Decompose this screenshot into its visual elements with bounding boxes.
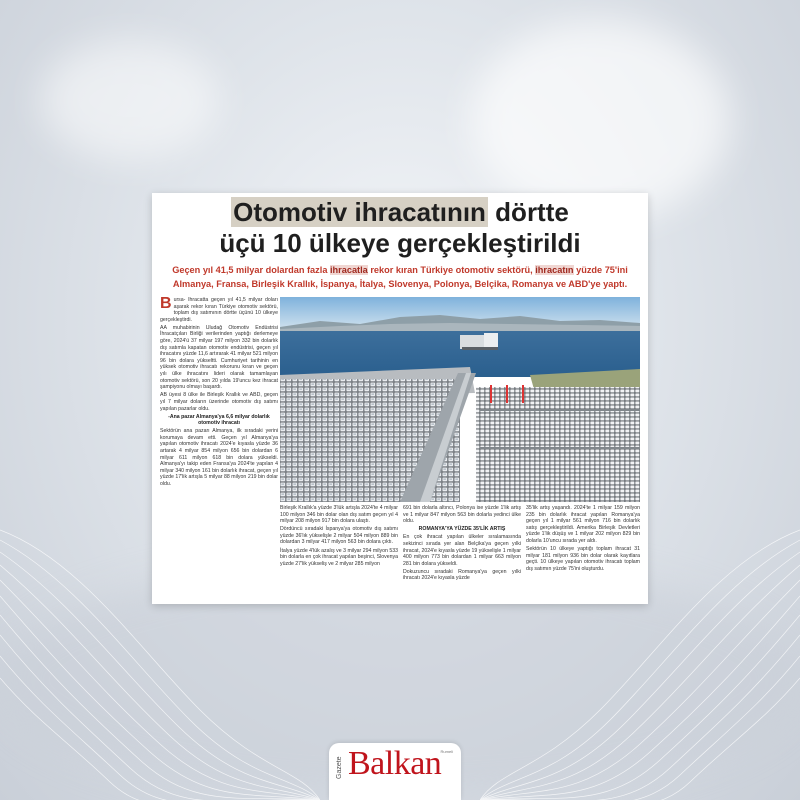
newspaper-clipping [152, 193, 648, 604]
background-glow [40, 40, 220, 160]
article-subheading: Geçen yıl 41,5 milyar dolardan fazla ihracatla rekor kıran Türkiye otomotiv sektörü, ihracatın yüzde 75'ini Almanya, Fransa, Birleşik Krallık, İspanya, İtalya, Slovenya, Polonya, Belçika, Romanya ve ABD'ye yaptı. [172, 265, 628, 289]
section-subtitle: ROMANYA'YA YÜZDE 35'LİK ARTIŞ [418, 526, 506, 533]
background-glow [470, 20, 730, 220]
gazete-balkan-logo [329, 743, 461, 800]
logo-wordmark: Balkan [348, 745, 442, 782]
article-column-3: 691 bin dolarla altıncı, Polonya ise yüzde 1'lik artış ve 1 milyar 847 milyon 563 bin dolarla yedinci ülke oldu. ROMANYA'YA YÜZDE 35'LİK ARTIŞ En çok ihracat yapılan ülkeler sıralamasında sekizinci sırada yer alan Belçika'ya geçen yılki ihracat, 2024'e kıyasla yüzde 19 yükselişle 1 milyar 400 milyon 773 bin dolardan 1 milyar 663 milyon 281 bin dolara yükseldi. Dokuzuncu sıradaki Romanya'ya geçen yılki ihracatı 2024'e kıyasla yüzde [403, 505, 521, 582]
logo-subtext: Rumeli [440, 749, 453, 754]
logo-gazete-text: Gazete [336, 756, 343, 780]
drop-cap: B [160, 297, 172, 312]
article-headline: Otomotiv ihracatının dörtte üçü 10 ülkeye gerçekleştirildi [219, 197, 581, 258]
port-cars-photo [280, 297, 640, 502]
headline-line2: üçü 10 ülkeye gerçekleştirildi [219, 228, 581, 258]
article-column-1: Bursa- İhracatta geçen yıl 41,5 milyar doları aşarak rekor kıran Türkiye otomotiv sektörü, toplam dış satımının dörtte üçünü 10 ülkeye gerçekleştirdi. AA muhabirinin Uludağ Otomotiv Endüstrisi İhracatçıları Birliği verilerinden yaptığı derlemeye göre, 2024'ü 37 milyar 197 milyon 332 bin dolarlık dış satımla kapatan otomotiv endüstrisi, geçen yıl ihracatını yüzde 11,6 artırarak 41 milyar 521 milyon 96 bin dolara yükseltti. Cumhuriyet tarihinin en yüksek otomotiv ihracatı rekorunu kıran ve geçen yılı ülke ihracatını lideri olarak tamamlayan otomotiv sektörü, son 20 yılda 19'uncu kez ihracat şampiyonu olmayı başardı. AB üyesi 8 ülke ile Birleşik Krallık ve ABD, geçen yıl 7 milyar doların üzerinde otomotiv dış satımı yapılan pazarlar oldu. -Ana pazar Almanya'ya 6,6 milyar dolarlık otomotiv ihracatı Sektörün ana pazarı Almanya, ilk sıradaki yerini korumaya devam etti. Geçen yıl Almanya'ya yapılan otomotiv ihracatı 2024'e kıyasla yüzde 36 artarak 4 milyar 854 milyon 656 bin dolardan 6 milyar 611 milyon 618 bin dolara yükseldi. Almanya'yı takip eden Fransa'ya 2024'te yapılan 4 milyar 340 milyon 161 bin dolarlık ihracat, geçen yıl yüzde 17'lik artışla 5 milyar 88 milyon 219 bin dolar oldu. [160, 297, 278, 488]
section-subtitle: -Ana pazar Almanya'ya 6,6 milyar dolarlık otomotiv ihracatı [168, 413, 270, 427]
headline-highlight: Otomotiv ihracatının [233, 197, 486, 227]
article-column-4: 35'lik artış yaşandı. 2024'te 1 milyar 159 milyon 235 bin dolarlık ihracat yapılan Romanya'ya geçen yıl 1 milyar 561 milyon 716 bin dolarlık satış gerçekleştirildi. Amerika Birleşik Devletleri yüzde 1'lik düşüş ve 1 milyar 202 milyon 829 bin dolarla 10'uncu sırada yer aldı. Sektörün 10 ülkeye yaptığı toplam ihracat 31 milyar 181 milyon 936 bin dolar olarak kayıtlara geçti. 10 ülkeye yapılan otomotiv ihracatı toplam dış satımın yüzde 75'ini oluşturdu. [526, 505, 640, 572]
article-column-2: Birleşik Krallık'a yüzde 3'lük artışla 2024'te 4 milyar 100 milyon 346 bin dolar olan dış satım geçen yıl 4 milyar 208 milyon 917 bin dolara ulaştı. Dördüncü sıradaki İspanya'ya otomotiv dış satımı yüzde 36'lık yükselişle 2 milyar 504 milyon 889 bin dolardan 3 milyar 417 milyon 563 bin dolara çıktı. İtalya yüzde 4'lük azalış ve 3 milyar 294 milyon 533 bin dolarla en çok ihracat yapılan beşinci, Slovenya yüzde 27'lik yükseliş ve 2 milyar 285 milyon [280, 505, 398, 567]
